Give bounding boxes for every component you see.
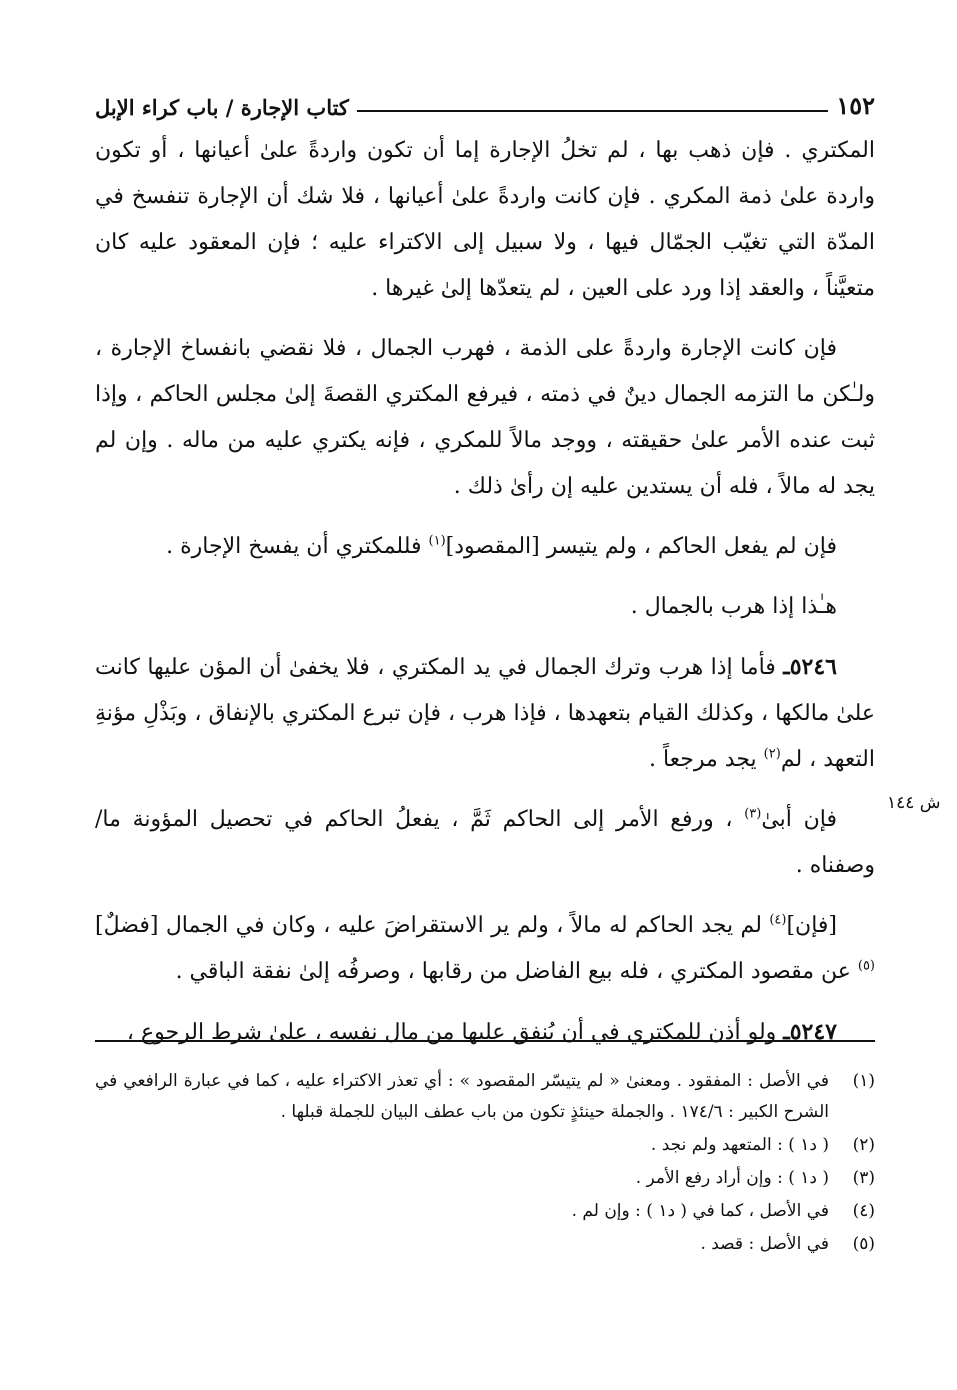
main-text — [95, 128, 875, 1070]
paragraph-3 — [95, 524, 875, 570]
footnote-text: في الأصل ، كما في ( د١ ) : وإن لم . — [571, 1201, 829, 1221]
paragraph-text: ، ورفع الأمر إلى الحاكم ثَمَّ ، يفعلُ الحاكم في تحصيل المؤونة ما/ وصفناه . — [95, 807, 875, 878]
margin-page-reference: ش ١٤٤ — [887, 793, 941, 813]
footnote-ref-2: (٢) — [763, 746, 781, 762]
header-rule — [357, 110, 828, 112]
paragraph-8 — [95, 1009, 875, 1056]
footnote-ref-3: (٣) — [744, 806, 762, 822]
footnote-separator — [95, 1040, 875, 1042]
footnote-text: ( د١ ) : وإن أراد رفع الأمر . — [635, 1168, 829, 1188]
paragraph-2 — [95, 326, 875, 510]
paragraph-text: ولو أذن للمكتري في أن يُنفق عليها من مال نفسه ، علىٰ شرط الرجوع ، — [126, 1020, 784, 1045]
paragraph-4 — [95, 584, 875, 630]
footnote-5 — [95, 1229, 875, 1260]
paragraph-5 — [95, 644, 875, 783]
issue-number-5247: ٥٢٤٧ـ — [783, 1019, 837, 1045]
footnotes — [95, 1066, 875, 1262]
paragraph-text: [فإن] — [786, 913, 837, 938]
footnote-text: في الأصل : المفقود . ومعنىٰ « لم يتيسّر المقصود » : أي تعذر الاكتراء عليه ، كما في عبارة الرافعي في الشرح الكبير : ١٧٤/٦ . والجملة حينئذٍ تكون من باب عطف البيان للجملة قبلها . — [95, 1071, 829, 1122]
footnote-text: ( د١ ) : المتعهد ولم نجد . — [650, 1135, 829, 1155]
paragraph-7 — [95, 903, 875, 995]
footnote-ref-5: (٥) — [857, 958, 875, 974]
paragraph-text: فأما إذا هرب وترك الجمال في يد المكتري ، فلا يخفىٰ أن المؤن عليها كانت علىٰ مالكها ، وكذلك القيام بتعهدها ، فإذا هرب ، فإن تبرع المكتري بالإنفاق ، وبَذْلِ مؤنةِ التعهد ، لم — [95, 655, 875, 772]
paragraph-6 — [95, 797, 875, 889]
running-title: كتاب الإجارة / باب كراء الإبل — [95, 95, 349, 120]
paragraph-text: عن مقصود المكتري ، فله بيع الفاضل من رقابها ، وصرفُه إلىٰ نفقة الباقي . — [175, 959, 858, 984]
footnote-number: (٣) — [852, 1168, 875, 1188]
page-header — [95, 80, 875, 120]
paragraph-text: فللمكتري أن يفسخ الإجارة . — [166, 534, 429, 559]
paragraph-text: فإن لم يفعل الحاكم ، ولم يتيسر [المقصود] — [445, 534, 837, 559]
footnote-number: (٤) — [852, 1201, 875, 1221]
page-number: ١٥٢ — [836, 91, 875, 120]
footnote-1 — [95, 1066, 875, 1128]
paragraph-1 — [95, 128, 875, 312]
footnote-text: في الأصل : قصد . — [700, 1234, 829, 1254]
paragraph-text: فإن كانت الإجارة واردةً على الذمة ، فهرب الجمال ، فلا نقضي بانفساخ الإجارة ، ولـٰكن ما التزمه الجمال دينٌ في ذمته ، فيرفع المكتري القصةَ إلىٰ مجلس الحاكم ، وإذا ثبت عنده الأمر علىٰ حقيقته ، ووجد مالاً للمكري ، فإنه يكتري عليه من ماله . وإن لم يجد له مالاً ، فله أن يستدين عليه إن رأىٰ ذلك . — [95, 336, 875, 499]
footnote-4 — [95, 1196, 875, 1227]
footnote-3 — [95, 1163, 875, 1194]
paragraph-text: يجد مرجعاً . — [648, 747, 764, 772]
issue-number-5246: ٥٢٤٦ـ — [783, 654, 837, 680]
footnote-2 — [95, 1130, 875, 1161]
footnote-ref-1: (١) — [428, 533, 446, 549]
footnote-number: (٥) — [852, 1234, 875, 1254]
paragraph-text: المكتري . فإن ذهب بها ، لم تخلُ الإجارة إما أن تكون واردةً علىٰ أعيانها ، أو تكون واردة علىٰ ذمة المكري . فإن كانت واردةً علىٰ أعيانها ، فلا شك أن الإجارة تنفسخ في المدّة التي تغيّب الجمّال فيها ، ولا سبيل إلى الاكتراء عليه ؛ فإن المعقود عليه كان متعيَّناً ، والعقد إذا ورد على العين ، لم يتعدّها إلىٰ غيرها . — [95, 138, 875, 301]
footnote-number: (٢) — [852, 1135, 875, 1155]
paragraph-text: فإن أبىٰ — [761, 807, 837, 832]
footnote-ref-4: (٤) — [769, 912, 787, 928]
footnote-number: (١) — [852, 1071, 875, 1091]
paragraph-text: هـٰذا إذا هرب بالجمال . — [630, 594, 837, 619]
paragraph-text: لم يجد الحاكم له مالاً ، ولم ير الاستقراضَ عليه ، وكان في الجمال [فضلٌ] — [95, 913, 770, 938]
